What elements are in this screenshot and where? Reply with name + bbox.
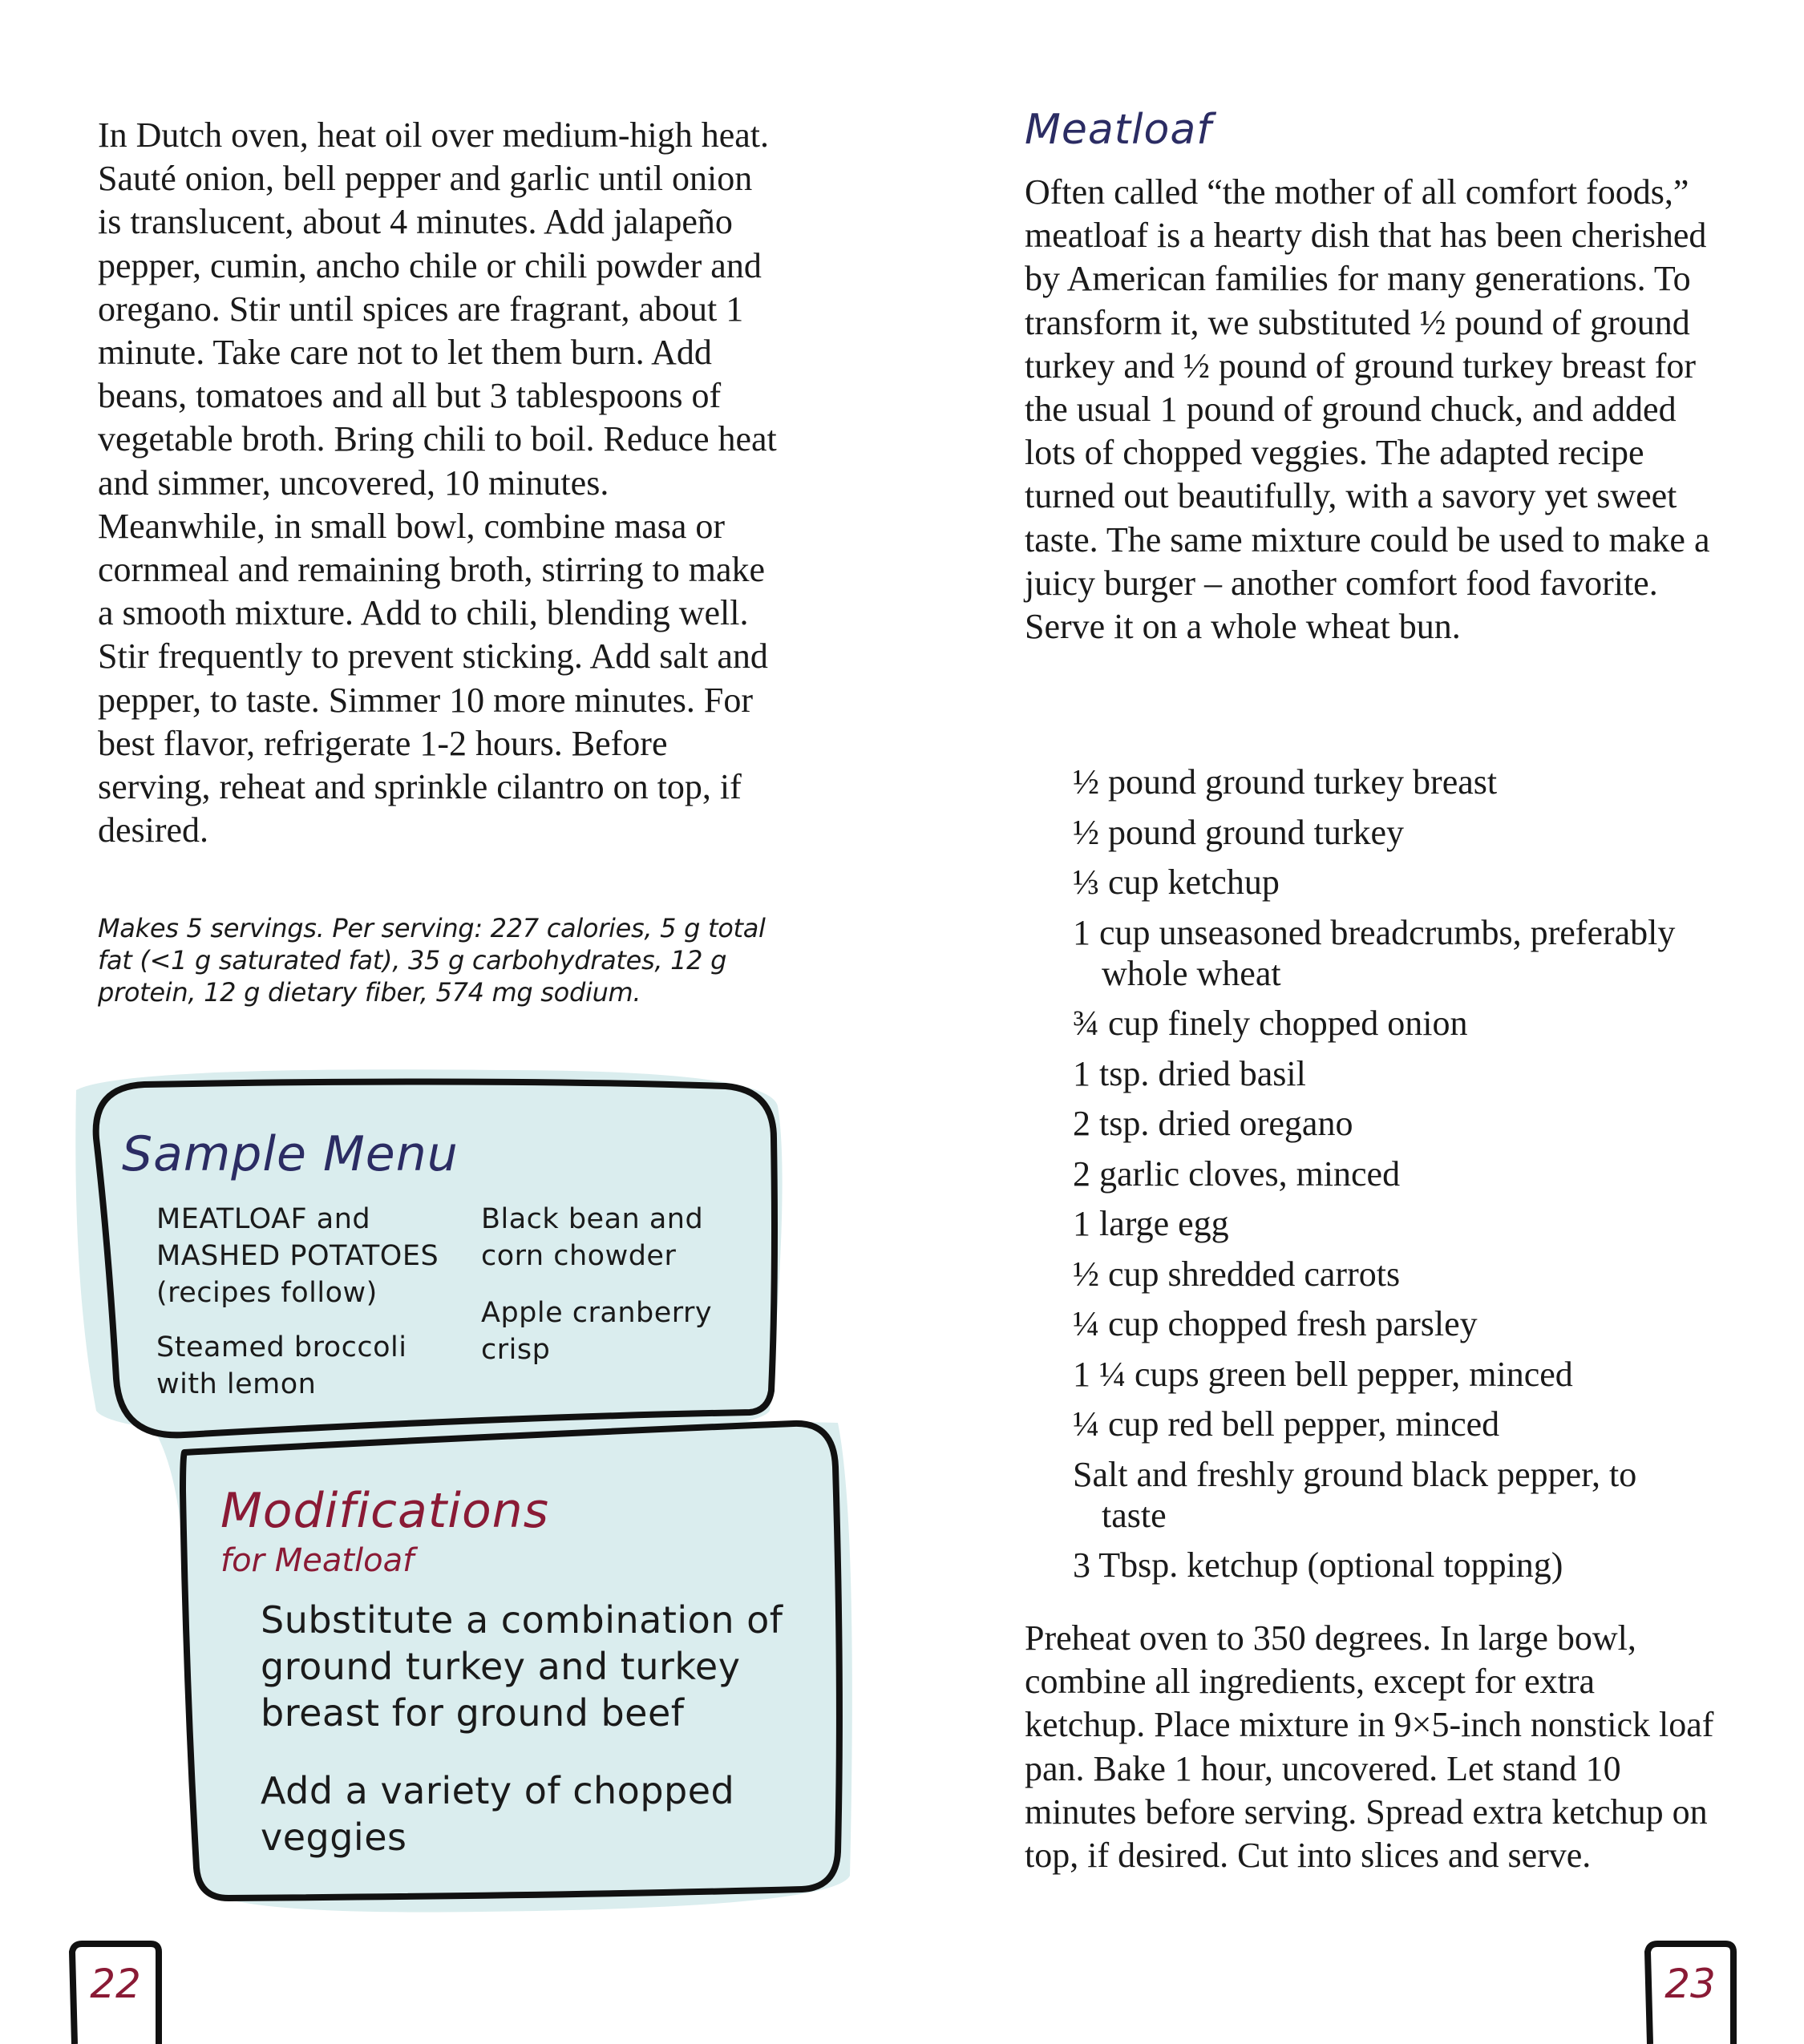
- ingredient-item: 2 tsp. dried oregano: [1073, 1104, 1353, 1143]
- ingredient-item: ¼ cup red bell pepper, minced: [1073, 1404, 1500, 1444]
- menu-item: Black bean and corn chowder: [481, 1203, 704, 1272]
- recipe-intro: Often called “the mother of all comfort foods,” meatloaf is a hearty dish that has been cherished by American families for many generations. To transform it, we substituted ½ pound of ground turkey and ½ pound of ground turkey breast for the usual 1 pound of ground chuck, and added lots of chopped veggies. The adapted recipe turned out beautifully, with a savory yet sweet taste. The same mixture could be used to make a juicy burger – another comfort food favorite. Serve it on a whole wheat bun.: [1025, 172, 1710, 647]
- menu-item: Steamed broccoli with lemon: [156, 1331, 407, 1400]
- ingredient-item: 1 large egg: [1073, 1204, 1229, 1243]
- modifications-title: Modifications: [220, 1483, 549, 1539]
- ingredient-item: ½ pound ground turkey: [1073, 812, 1405, 852]
- recipe-directions: Preheat oven to 350 degrees. In large bowl, combine all ingredients, except for extra ketchup. Place mixture in 9×5-inch nonstick loaf pan. Bake 1 hour, uncovered. Let stand 10 minutes before serving. Spread extra ketchup on top, if desired. Cut into slices and serve.: [1025, 1618, 1714, 1876]
- modifications-subtitle: for Meatloaf: [220, 1542, 415, 1579]
- modification-item: Substitute a combination of ground turkey and turkey breast for ground beef: [261, 1598, 783, 1735]
- ingredient-item: 2 garlic cloves, minced: [1073, 1153, 1401, 1194]
- menu-item: Apple cranberry crisp: [481, 1297, 713, 1366]
- ingredient-item: ½ pound ground turkey breast: [1073, 762, 1498, 802]
- menu-item: MEATLOAF and MASHED POTATOES (recipes follow): [156, 1203, 439, 1309]
- page-number-left: 22: [90, 1961, 141, 2007]
- ingredient-item: 1 cup unseasoned breadcrumbs, preferably whole wheat: [1073, 912, 1676, 993]
- modification-item: Add a variety of chopped veggies: [261, 1769, 735, 1859]
- ingredient-item: ¾ cup finely chopped onion: [1073, 1004, 1468, 1043]
- ingredient-item: ½ cup shredded carrots: [1073, 1254, 1401, 1294]
- sample-menu-title: Sample Menu: [122, 1126, 459, 1182]
- ingredient-item: 1 ¼ cups green bell pepper, minced: [1073, 1354, 1573, 1394]
- page-number-right: 23: [1664, 1961, 1716, 2007]
- ingredient-item: Salt and freshly ground black pepper, to taste: [1073, 1454, 1637, 1535]
- ingredient-item: 1 tsp. dried basil: [1073, 1053, 1306, 1093]
- ingredient-item: ¼ cup chopped fresh parsley: [1073, 1304, 1478, 1343]
- ingredient-item: 3 Tbsp. ketchup (optional topping): [1073, 1545, 1563, 1585]
- chili-directions: In Dutch oven, heat oil over medium-high heat. Sauté onion, bell pepper and garlic until onion is translucent, about 4 minutes. Add jalapeño pepper, cumin, ancho chile or chili powder and oregano. Stir until spices are fragrant, about 1 minute. Take care not to let them burn. Add beans, tomatoes and all but 3 tablespoons of vegetable broth. Bring chili to boil. Reduce heat and simmer, uncovered, 10 minutes. Meanwhile, in small bowl, combine masa or cornmeal and remaining broth, stirring to make a smooth mixture. Add to chili, blending well. Stir frequently to prevent sticking. Add salt and pepper, to taste. Simmer 10 more minutes. For best flavor, refrigerate 1-2 hours. Before serving, reheat and sprinkle cilantro on top, if desired.: [98, 115, 777, 850]
- recipe-title: Meatloaf: [1025, 106, 1212, 154]
- nutrition-info: Makes 5 servings. Per serving: 227 calories, 5 g total fat (<1 g saturated fat), 35 g carbohydrates, 12 g protein, 12 g dietary fiber, 574 mg sodium.: [98, 913, 766, 1008]
- ingredient-item: ⅓ cup ketchup: [1073, 862, 1280, 902]
